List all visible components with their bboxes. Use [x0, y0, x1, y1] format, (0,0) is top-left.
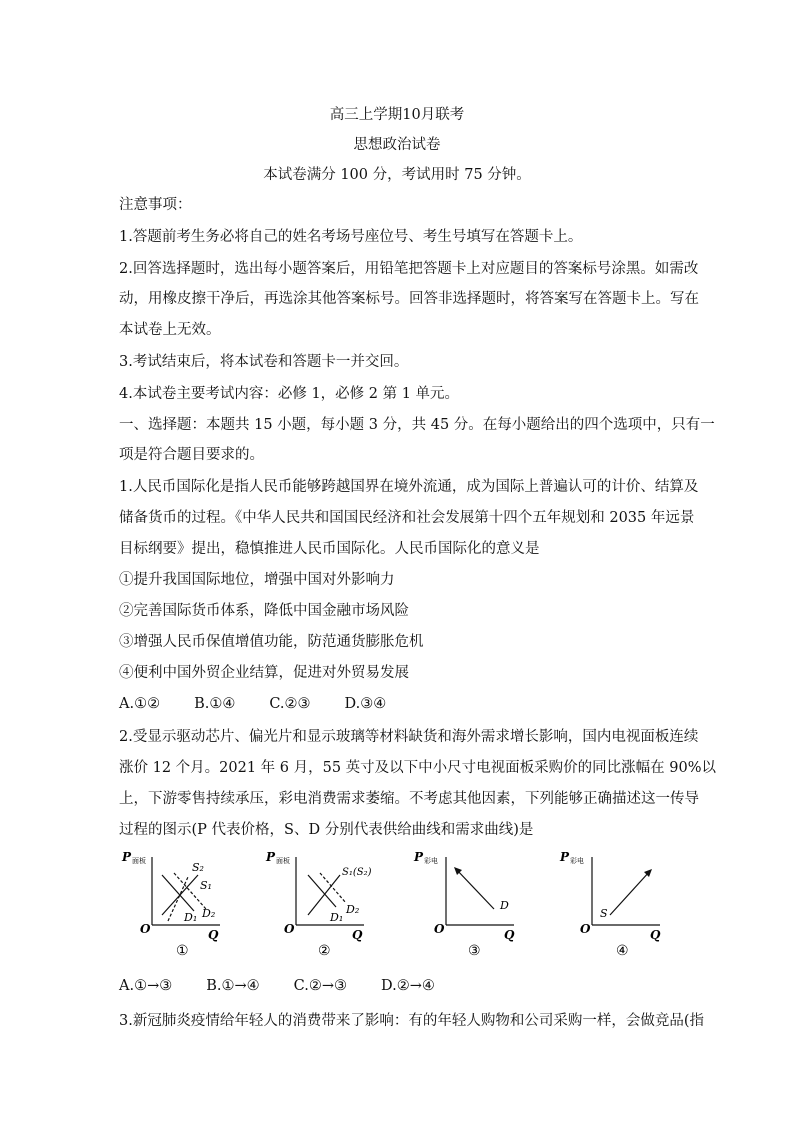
fig4-axis-p-sub: 彩电: [570, 857, 584, 865]
fig2-curve-d1: [308, 875, 336, 907]
fig1-origin: O: [140, 922, 151, 936]
fig3-number: ③: [468, 943, 481, 959]
note-line: 2.回答选择题时，选出每小题答案后，用铅笔把答题卡上对应题目的答案标号涂黑。如需改: [119, 261, 699, 277]
q1-stem-line: 目标纲要》提出，稳慎推进人民币国际化。人民币国际化的意义是: [119, 541, 540, 557]
fig2-label-d2: D₂: [346, 903, 360, 916]
section-heading-cont: 项是符合题目要求的。: [119, 447, 264, 463]
q1-option-d[interactable]: D.③④: [344, 696, 387, 712]
q3-stem-line: 3.新冠肺炎疫情给年轻人的消费带来了影响：有的年轻人购物和公司采购一样，会做竞品(指: [119, 1013, 704, 1029]
fig2-axis-p-sub: 面板: [276, 857, 290, 865]
q2-options: [119, 976, 679, 996]
q2-option-d[interactable]: D.②→④: [381, 978, 435, 994]
q1-statement: ③增强人民币保值增值功能，防范通货膨胀危机: [119, 634, 424, 650]
fig2-label-s: S₁(S₂): [342, 867, 372, 878]
fig3-axis-p: P: [414, 850, 424, 864]
fig1-curve-d1: [162, 875, 194, 911]
q1-options: [119, 694, 679, 714]
fig2-label-d1: D₁: [330, 911, 344, 924]
q2-option-c[interactable]: C.②→③: [293, 978, 347, 994]
q1-stem-line: 储备货币的过程。《中华人民共和国国民经济和社会发展第十四个五年规划和 2035 年远景: [119, 510, 695, 526]
fig1-label-s1: S₁: [200, 879, 212, 892]
note-line: 本试卷上无效。: [119, 322, 221, 338]
fig4-origin: O: [580, 922, 591, 936]
fig1-axis-p-sub: 面板: [132, 857, 146, 865]
q1-statement: ④便利中国外贸企业结算，促进对外贸易发展: [119, 665, 409, 681]
note-line: 1.答题前考生务必将自己的姓名考场号座位号、考生号填写在答题卡上。: [119, 229, 583, 245]
fig4-axis-p: P: [560, 850, 570, 864]
q1-statement: ①提升我国国际地位，增强中国对外影响力: [119, 572, 395, 588]
q1-stem-line: 1.人民币国际化是指人民币能够跨越国界在境外流通，成为国际上普遍认可的计价、结算及: [119, 479, 699, 495]
figure-1-supply-demand: [112, 845, 252, 965]
q2-stem-line: 上，下游零售持续承压，彩电消费需求萎缩。不考虑其他因素，下列能够正确描述这一传导: [119, 791, 699, 807]
fig1-axis-p: P: [122, 850, 132, 864]
fig2-origin: O: [284, 922, 295, 936]
fig3-label-d: D: [500, 899, 509, 912]
fig1-label-d2: D₂: [202, 907, 216, 920]
q2-stem-line: 涨价 12 个月。2021 年 6 月，55 英寸及以下中小尺寸电视面板采购价的同比涨幅在 90%以: [119, 760, 717, 776]
exam-subject: 思想政治试卷: [353, 137, 441, 153]
figure-4-supply: [552, 845, 692, 965]
q2-stem-line: 2.受显示驱动芯片、偏光片和显示玻璃等材料缺货和海外需求增长影响，国内电视面板连续: [119, 729, 699, 745]
q2-option-b[interactable]: B.①→④: [206, 978, 260, 994]
exam-title: 高三上学期10月联考: [329, 107, 465, 123]
note-line: 4.本试卷主要考试内容：必修 1，必修 2 第 1 单元。: [119, 386, 460, 402]
fig3-axis-q: Q: [504, 928, 515, 942]
q1-option-c[interactable]: C.②③: [269, 696, 311, 712]
note-line: 3.考试结束后，将本试卷和答题卡一并交回。: [119, 354, 409, 370]
fig1-axis-q: Q: [208, 928, 219, 942]
q1-statement: ②完善国际货币体系，降低中国金融市场风险: [119, 603, 409, 619]
notes-heading: 注意事项：: [119, 197, 192, 213]
note-line: 动，用橡皮擦干净后，再选涂其他答案标号。回答非选择题时，将答案写在答题卡上。写在: [119, 291, 699, 307]
fig3-curve-d: [456, 869, 494, 909]
fig4-label-s: S: [600, 907, 608, 920]
fig4-number: ④: [616, 943, 629, 959]
fig3-axis-p-sub: 彩电: [424, 857, 438, 865]
q2-figures: [112, 845, 692, 965]
fig2-number: ②: [318, 943, 331, 959]
fig1-number: ①: [176, 943, 189, 959]
fig1-label-d1: D₁: [184, 911, 198, 924]
q1-option-a[interactable]: A.①②: [119, 696, 161, 712]
q2-option-a[interactable]: A.①→③: [119, 978, 173, 994]
section-heading: 一、选择题：本题共 15 小题，每小题 3 分，共 45 分。在每小题给出的四个选项中，只有一: [119, 417, 715, 433]
q2-stem-line: 过程的图示(P 代表价格，S、D 分别代表供给曲线和需求曲线)是: [119, 822, 534, 838]
figure-3-demand: [406, 845, 546, 965]
fig1-label-s2: S₂: [192, 861, 204, 874]
fig4-axis-q: Q: [650, 928, 661, 942]
fig3-origin: O: [434, 922, 445, 936]
q1-option-b[interactable]: B.①④: [194, 696, 236, 712]
score-info: 本试卷满分 100 分，考试用时 75 分钟。: [263, 167, 531, 183]
fig2-axis-q: Q: [352, 928, 363, 942]
fig4-curve-s: [610, 871, 650, 915]
fig2-axis-p: P: [266, 850, 276, 864]
figure-2-supply-demand: [260, 845, 400, 965]
